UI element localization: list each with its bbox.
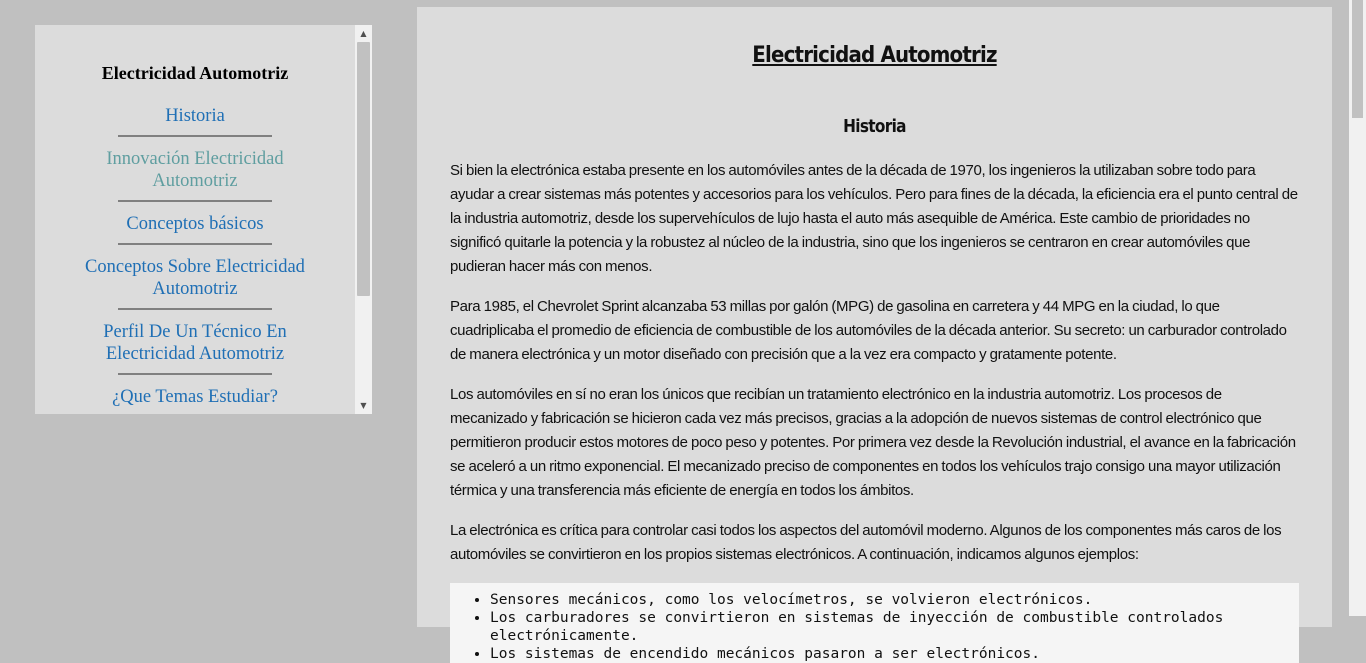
paragraph: Si bien la electrónica estaba presente en los automóviles antes de la década de 1970, los ingenieros la utilizaban sobre todo para ayudar a crear sistemas más potentes y accesorios para los vehículos. Pero para fines de la década, la eficiencia era el punto central de la industria automotriz, desde los supervehículos de lujo hasta el auto más asequible de América. Este cambio de prioridades no significó quitarle la potencia y la robustez al núcleo de la industria, sino que los ingenieros se centraron en crear automóviles que pudieran hacer más con menos. (450, 162, 1298, 275)
sidebar-title: Electricidad Automotriz (101, 63, 289, 83)
list-item: • Los sistemas de encendido mecánicos pasaron a ser electrónicos. (490, 645, 1299, 663)
nav-divider (118, 200, 272, 202)
nav-link-conceptos-basicos[interactable]: Conceptos básicos (126, 214, 264, 234)
sidebar-scrollbar-thumb[interactable] (357, 42, 370, 296)
page-scrollbar[interactable] (1349, 0, 1366, 616)
paragraph: Los automóviles en sí no eran los únicos que recibían un tratamiento electrónico en la industria automotriz. Los procesos de mecanizado y fabricación se hicieron cada vez más precisos, gracias a la adopción de nuevos sistemas de control electrónico que permitieron producir estos motores de poco peso y potentes. Por primera vez desde la Revolución industrial, el avance en la fabricación se aceleró a un ritmo exponencial. El mecanizado preciso de componentes en todos los vehículos trajo consigo una mayor utilización térmica y una transferencia más eficiente de energía en todos los ámbitos. (450, 386, 1296, 499)
page-title: Electricidad Automotriz (752, 43, 997, 68)
examples-list (450, 583, 1299, 663)
paragraph: Para 1985, el Chevrolet Sprint alcanzaba 53 millas por galón (MPG) de gasolina en carretera y 44 MPG en la ciudad, lo que cuadriplicaba el promedio de eficiencia de combustible de los automóviles de la década anterior. Su secreto: un carburador controlado de manera electrónica y un motor diseñado con precisión que a la vez era compacto y gratamente potente. (450, 298, 1287, 363)
nav-link-historia[interactable]: Historia (165, 106, 225, 126)
nav-divider (118, 308, 272, 310)
nav-link-conceptos-electricidad[interactable]: Conceptos Sobre Electricidad Automotriz (85, 257, 305, 299)
scroll-down-arrow-icon[interactable]: ▼ (360, 401, 367, 410)
nav-divider (118, 373, 272, 375)
nav-divider (118, 243, 272, 245)
nav-link-perfil-tecnico[interactable]: Perfil De Un Técnico En Electricidad Automotriz (103, 322, 287, 364)
list-item: • Los carburadores se convirtieron en sistemas de inyección de combustible controlados electrónicamente. (490, 609, 1299, 645)
scroll-up-arrow-icon[interactable]: ▲ (360, 29, 367, 38)
sidebar-scrollbar[interactable] (355, 25, 372, 414)
paragraph: La electrónica es crítica para controlar casi todos los aspectos del automóvil moderno. Algunos de los componentes más caros de los automóviles se convirtieron en los propios sistemas electrónicos. A continuación, indicamos algunos ejemplos: (450, 522, 1282, 563)
section-title: Historia (843, 116, 906, 137)
nav-link-innovacion[interactable]: Innovación Electricidad Automotriz (106, 149, 284, 191)
article-body (450, 159, 1299, 663)
main-content (417, 7, 1332, 662)
sidebar-panel (35, 25, 372, 414)
page-scrollbar-thumb[interactable] (1352, 0, 1363, 118)
sidebar-scroll-area[interactable] (35, 25, 355, 414)
nav-link-temas-estudiar[interactable]: ¿Que Temas Estudiar? (112, 387, 278, 407)
nav-divider (118, 135, 272, 137)
list-item: • Sensores mecánicos, como los velocímetros, se volvieron electrónicos. (490, 591, 1299, 609)
sidebar-nav (35, 105, 355, 416)
